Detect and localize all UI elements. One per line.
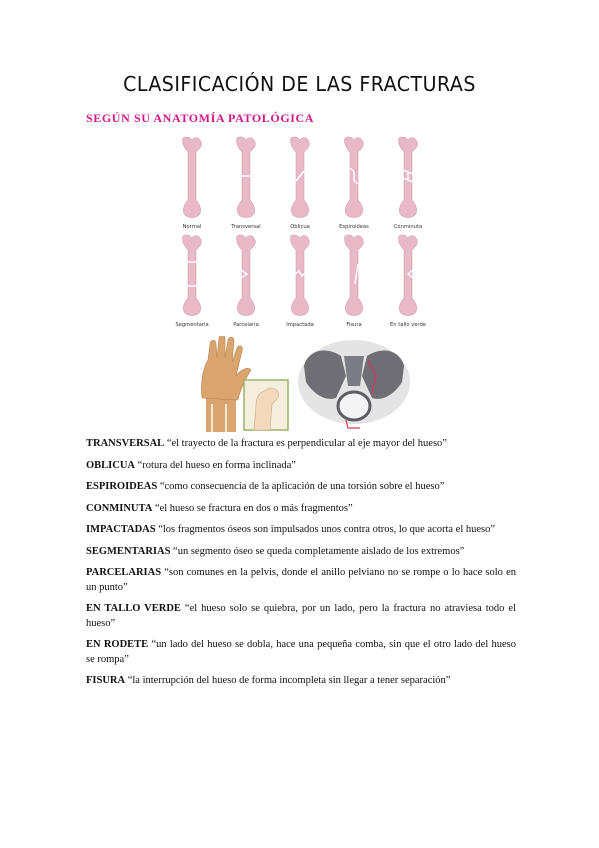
definition-term: IMPACTADAS (86, 524, 156, 535)
bone-label: Parcelaria (233, 322, 259, 328)
bone-shape (183, 137, 202, 218)
bone-conminuta (394, 137, 422, 230)
bone-label: Conminuta (393, 224, 423, 230)
definition-term: TRANSVERSAL (86, 438, 165, 449)
definition-item (86, 459, 516, 474)
definition-item (86, 638, 516, 667)
bone-shape (183, 235, 202, 316)
definition-term: FISURA (86, 675, 126, 686)
definition-text: “un lado del hueso se dobla, hace una pequeña comba, sin que el otro lado del hueso se rompa” (86, 639, 516, 665)
definition-term: CONMINUTA (86, 502, 153, 514)
bone-shape (345, 235, 364, 316)
definition-term: OBLICUA (86, 459, 136, 471)
section-heading: SEGÚN SU ANATOMÍA PATOLÓGICA (86, 111, 315, 125)
bone-transversal (230, 137, 260, 230)
hand-wrist-image (201, 336, 288, 432)
bone-normal (183, 137, 202, 230)
bone-label: Transversal (231, 224, 261, 230)
definition-text: “la interrupción del hueso de forma incompleta sin llegar a tener separación” (125, 675, 451, 686)
definition-text: “rotura del hueso en forma inclinada” (135, 459, 296, 471)
bone-segmentaria (175, 235, 208, 328)
bone-shape (291, 137, 310, 218)
bone-tallo-verde (390, 235, 426, 328)
definition-item (86, 674, 516, 689)
bone-label: Fisura (346, 322, 362, 328)
bone-shape (237, 137, 256, 218)
bone-label: Segmentaria (175, 322, 209, 328)
pelvis-image (298, 340, 410, 428)
bone-label: En tallo verde (390, 322, 426, 328)
bone-espiroidea (339, 137, 369, 230)
definition-item (86, 602, 516, 631)
definition-term: SEGMENTARIAS (86, 545, 171, 557)
definition-text: “el trayecto de la fractura es perpendicular al eje mayor del hueso” (164, 438, 447, 449)
bone-shape (399, 235, 418, 316)
definitions-list (86, 437, 516, 696)
page-title: CLASIFICACIÓN DE LAS FRACTURAS (123, 72, 476, 96)
definition-text: “el hueso solo se quiebra, por un lado, pero la fractura no atraviesa todo el hueso” (86, 603, 516, 629)
definition-text: “son comunes en la pelvis, donde el anillo pelviano no se rompe o lo hace solo en un punto” (86, 567, 516, 593)
definition-text: “como consecuencia de la aplicación de una torsión sobre el hueso” (157, 481, 445, 492)
definition-item (86, 566, 516, 595)
bone-label: Normal (182, 224, 202, 230)
definition-item (86, 437, 516, 452)
bone-label: Espiroideas (339, 224, 369, 230)
definition-item (86, 523, 516, 538)
definition-term: PARCELARIAS (86, 567, 162, 578)
bone-oblicua (290, 137, 310, 230)
definition-term: ESPIROIDEAS (86, 481, 158, 492)
definition-item (86, 502, 516, 517)
bone-impactada (286, 235, 314, 328)
bone-fisura (345, 235, 364, 328)
bone-label: Oblicua (290, 224, 310, 230)
definition-text: “el hueso se fractura en dos o más fragmentos” (152, 502, 353, 514)
definition-item (86, 545, 516, 560)
bone-label: Impactada (286, 322, 314, 328)
bone-parcelaria (233, 235, 259, 328)
bone-shape (291, 235, 310, 316)
fracture-illustration (196, 336, 411, 432)
fracture-types-diagram (170, 132, 430, 332)
definition-text: “un segmento óseo se queda completamente aislado de los extremos” (170, 545, 465, 557)
definition-text: “los fragmentos óseos son impulsados unos contra otros, lo que acorta el hueso” (155, 524, 496, 535)
definition-term: EN TALLO VERDE (86, 603, 181, 614)
definition-item (86, 480, 516, 495)
definition-term: EN RODETE (86, 639, 149, 650)
